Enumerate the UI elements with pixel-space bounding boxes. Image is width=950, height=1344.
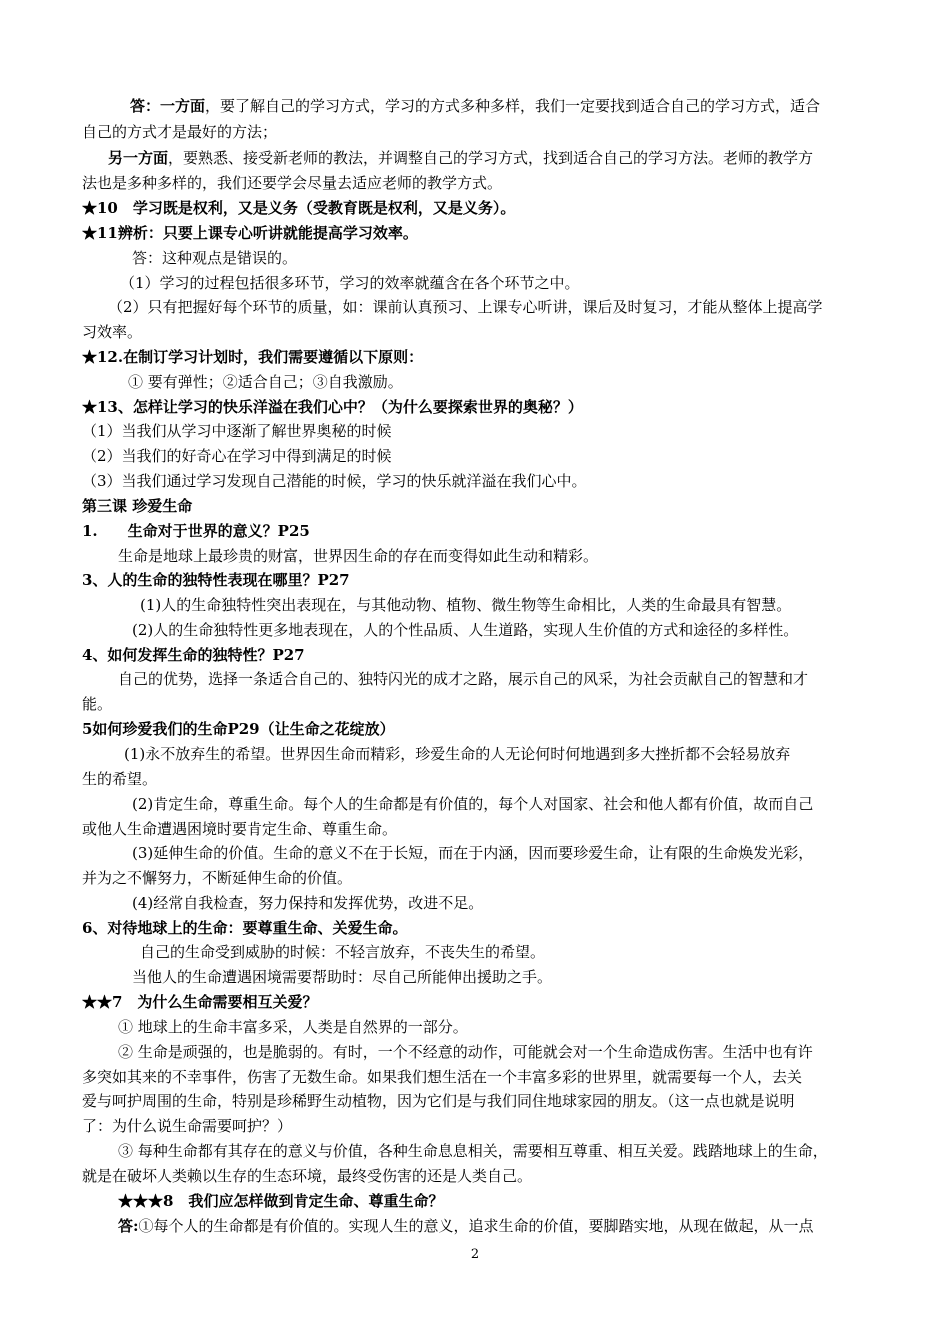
text-line: 自己的优势，选择一条适合自己的、独特闪光的成才之路，展示自己的风采，为社会贡献自己的智慧和才 <box>118 670 809 688</box>
text-line: （2）只有把握好每个环节的质量，如：课前认真预习、上课专心听讲，课后及时复习，才能从整体上提高学 <box>108 298 823 316</box>
text-line: 当他人的生命遭遇困境需要帮助时：尽自己所能伸出援助之手。 <box>132 968 553 986</box>
heading-10: ★10 学习既是权利，又是义务（受教育既是权利，又是义务）。 <box>82 199 516 217</box>
text-line: （2）当我们的好奇心在学习中得到满足的时候 <box>82 447 392 465</box>
text-line: ① 要有弹性；②适合自己；③自我激励。 <box>128 373 403 391</box>
heading-1: 1. 生命对于世界的意义？P25 <box>82 522 310 540</box>
heading-3: 3、人的生命的独特性表现在哪里？P27 <box>82 571 350 589</box>
text-line: 法也是多种多样的，我们还要学会尽量去适应老师的教学方式。 <box>82 174 503 192</box>
text-line: (1)人的生命独特性突出表现在，与其他动物、植物、微生物等生命相比，人类的生命最具有智慧。 <box>140 596 792 614</box>
text-line: ② 生命是顽强的，也是脆弱的。有时，一个不经意的动作，可能就会对一个生命造成伤害。生活中也有许 <box>118 1043 813 1061</box>
text-line: 并为之不懈努力，不断延伸生命的价值。 <box>82 869 353 887</box>
heading-8: ★★★8 我们应怎样做到肯定生命、尊重生命？ <box>118 1192 444 1210</box>
answer-label: 答：一方面 <box>130 97 206 115</box>
heading-12: ★12.在制订学习计划时，我们需要遵循以下原则： <box>82 348 424 366</box>
text-line <box>108 147 813 169</box>
text-line: 自己的生命受到威胁的时候：不轻言放弃，不丧失生的希望。 <box>140 943 546 961</box>
text-line: (2)人的生命独特性更多地表现在，人的个性品质、人生道路，实现人生价值的方式和途径的多样性。 <box>132 621 799 639</box>
text-line: 或他人生命遭遇困境时要肯定生命、尊重生命。 <box>82 820 398 838</box>
text-line: （1）当我们从学习中逐渐了解世界奥秘的时候 <box>82 422 392 440</box>
lesson-title: 第三课 珍爱生命 <box>82 497 193 515</box>
text-line: （3）当我们通过学习发现自己潜能的时候，学习的快乐就洋溢在我们心中。 <box>82 472 587 490</box>
text-line: （1）学习的过程包括很多环节，学习的效率就蕴含在各个环节之中。 <box>120 274 580 292</box>
heading-6: 6、对待地球上的生命：要尊重生命、关爱生命。 <box>82 919 408 937</box>
text-line: 能。 <box>82 695 113 713</box>
text-line: ③ 每种生命都有其存在的意义与价值，各种生命息息相关，需要相互尊重、相互关爱。践踏地球上的生命， <box>118 1142 828 1160</box>
text-line: 多突如其来的不幸事件，伤害了无数生命。如果我们想生活在一个丰富多彩的世界里，就需要每一个人，去关 <box>82 1068 803 1086</box>
text-line: 自己的方式才是最好的方法； <box>82 123 278 141</box>
text-line: (3)延伸生命的价值。生命的意义不在于长短，而在于内涵，因而要珍爱生命，让有限的生命焕发光彩， <box>132 844 814 862</box>
page-number: 2 <box>470 1247 480 1262</box>
text-line: 生命是地球上最珍贵的财富，世界因生命的存在而变得如此生动和精彩。 <box>118 547 599 565</box>
heading-11: ★11辨析：只要上课专心听讲就能提高学习效率。 <box>82 224 418 242</box>
answer-label: 答: <box>118 1217 139 1235</box>
heading-4: 4、如何发挥生命的独特性？P27 <box>82 646 305 664</box>
text-line: (1)永不放弃生的希望。世界因生命而精彩，珍爱生命的人无论何时何地遇到多大挫折都不会轻易放弃 <box>124 745 791 763</box>
emphasis-label: 另一方面 <box>108 149 169 167</box>
text-line: 生的希望。 <box>82 770 158 788</box>
text-line: (4)经常自我检查，努力保持和发挥优势，改进不足。 <box>132 894 484 912</box>
text-line: 就是在破坏人类赖以生存的生态环境，最终受伤害的还是人类自己。 <box>82 1167 533 1185</box>
text-line <box>130 95 820 117</box>
text-line: ① 地球上的生命丰富多采，人类是自然界的一部分。 <box>118 1018 468 1036</box>
text-line: 习效率。 <box>82 323 143 341</box>
text-line: 爱与呵护周围的生命，特别是珍稀野生动植物，因为它们是与我们同住地球家园的朋友。（这一点也就是说明 <box>82 1092 795 1110</box>
heading-5: 5如何珍爱我们的生命P29（让生命之花绽放） <box>82 720 395 738</box>
text-line: 答：这种观点是错误的。 <box>132 249 298 267</box>
heading-7: ★★7 为什么生命需要相互关爱？ <box>82 993 318 1011</box>
line-text: ，要了解自己的学习方式，学习的方式多种多样，我们一定要找到适合自己的学习方式，适合 <box>205 97 821 115</box>
heading-13: ★13、怎样让学习的快乐洋溢在我们心中？（为什么要探索世界的奥秘？） <box>82 398 583 416</box>
text-line: 了：为什么说生命需要呵护？） <box>82 1117 293 1135</box>
line-text: ，要熟悉、接受新老师的教法，并调整自己的学习方式，找到适合自己的学习方法。老师的教学方 <box>168 149 814 167</box>
text-line <box>118 1215 814 1237</box>
text-line: (2)肯定生命，尊重生命。每个人的生命都是有价值的，每个人对国家、社会和他人都有价值，故而自己 <box>132 795 814 813</box>
line-text: ①每个人的生命都是有价值的。实现人生的意义，追求生命的价值，要脚踏实地，从现在做起，从一点 <box>138 1217 814 1235</box>
